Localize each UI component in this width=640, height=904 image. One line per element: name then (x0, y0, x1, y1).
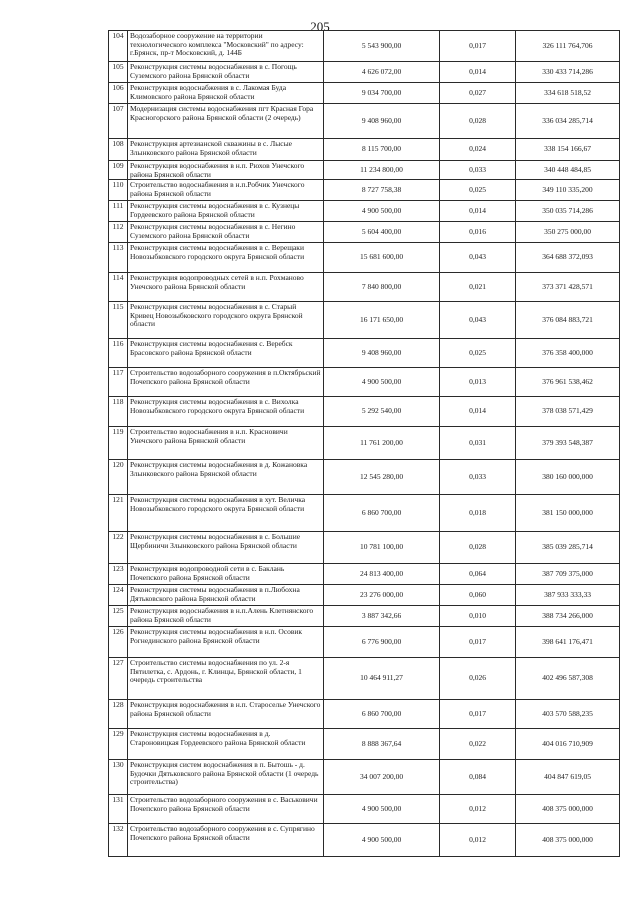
coefficient: 0,060 (440, 585, 516, 606)
table-row (109, 31, 620, 62)
project-cost: 4 900 500,00 (324, 201, 440, 222)
project-cost: 6 860 700,00 (324, 495, 440, 532)
row-number: 115 (109, 302, 128, 339)
project-cost: 4 900 500,00 (324, 795, 440, 824)
project-name: Реконструкция системы водоснабжения в хут. Величка Новозыбковского городского округа Брянской области (128, 495, 324, 532)
table-row (109, 104, 620, 139)
row-number: 117 (109, 368, 128, 397)
table-row (109, 201, 620, 222)
coefficient: 0,043 (440, 302, 516, 339)
table-row (109, 795, 620, 824)
row-number: 125 (109, 606, 128, 627)
calculated-total: 326 111 764,706 (516, 31, 620, 62)
table-row (109, 397, 620, 427)
coefficient: 0,014 (440, 201, 516, 222)
project-name: Реконструкция систем водоснабжения в п. Бытошь - д. Будочки Дятьковского района Брянской области (1 очередь строительства) (128, 760, 324, 795)
project-cost: 5 292 540,00 (324, 397, 440, 427)
table-row (109, 339, 620, 368)
project-cost: 4 900 500,00 (324, 824, 440, 857)
table-row (109, 427, 620, 460)
coefficient: 0,025 (440, 339, 516, 368)
coefficient: 0,043 (440, 243, 516, 273)
calculated-total: 373 371 428,571 (516, 273, 620, 302)
project-cost: 10 464 911,27 (324, 658, 440, 700)
row-number: 106 (109, 83, 128, 104)
row-number: 105 (109, 62, 128, 83)
table-row (109, 180, 620, 201)
project-name: Строительство водозаборного сооружения в п.Октябрьский Почепского района Брянской области (128, 368, 324, 397)
calculated-total: 364 688 372,093 (516, 243, 620, 273)
row-number: 127 (109, 658, 128, 700)
calculated-total: 379 393 548,387 (516, 427, 620, 460)
calculated-total: 404 847 619,05 (516, 760, 620, 795)
project-name: Реконструкция системы водоснабжения в с. Верещаки Новозыбковского городского округа Брянской области (128, 243, 324, 273)
calculated-total: 403 570 588,235 (516, 700, 620, 729)
calculated-total: 336 034 285,714 (516, 104, 620, 139)
table-row (109, 824, 620, 857)
project-cost: 8 888 367,64 (324, 729, 440, 760)
project-cost: 11 234 800,00 (324, 161, 440, 180)
coefficient: 0,017 (440, 31, 516, 62)
row-number: 120 (109, 460, 128, 495)
coefficient: 0,033 (440, 161, 516, 180)
project-name: Водозаборное сооружение на территории технологического комплекса "Московский" по адресу: г.Брянск, пр-т Московский, д. 144Б (128, 31, 324, 62)
coefficient: 0,010 (440, 606, 516, 627)
table-row (109, 627, 620, 658)
calculated-total: 340 448 484,85 (516, 161, 620, 180)
calculated-total: 404 016 710,909 (516, 729, 620, 760)
project-cost: 15 681 600,00 (324, 243, 440, 273)
calculated-total: 385 039 285,714 (516, 532, 620, 564)
table-row (109, 700, 620, 729)
table-row (109, 658, 620, 700)
project-name: Реконструкция водоснабжения в с. Лакомая Буда Климовского района Брянской области (128, 83, 324, 104)
row-number: 116 (109, 339, 128, 368)
row-number: 130 (109, 760, 128, 795)
project-cost: 6 776 900,00 (324, 627, 440, 658)
calculated-total: 376 961 538,462 (516, 368, 620, 397)
row-number: 110 (109, 180, 128, 201)
table-row (109, 585, 620, 606)
calculated-total: 350 035 714,286 (516, 201, 620, 222)
coefficient: 0,013 (440, 368, 516, 397)
row-number: 113 (109, 243, 128, 273)
calculated-total: 338 154 166,67 (516, 139, 620, 161)
row-number: 119 (109, 427, 128, 460)
row-number: 111 (109, 201, 128, 222)
project-name: Строительство водоснабжения в н.п. Красновичи Унечского района Брянской области (128, 427, 324, 460)
calculated-total: 381 150 000,000 (516, 495, 620, 532)
table-row (109, 83, 620, 104)
coefficient: 0,014 (440, 62, 516, 83)
table-row (109, 161, 620, 180)
project-cost: 10 781 100,00 (324, 532, 440, 564)
row-number: 112 (109, 222, 128, 243)
project-name: Реконструкция водопроводной сети в с. Баклань Почепского района Брянской области (128, 564, 324, 585)
project-cost: 8 115 700,00 (324, 139, 440, 161)
table-row (109, 62, 620, 83)
coefficient: 0,014 (440, 397, 516, 427)
project-name: Реконструкция системы водоснабжения в с. Погощь Суземского района Брянской области (128, 62, 324, 83)
table-row (109, 243, 620, 273)
calculated-total: 349 110 335,200 (516, 180, 620, 201)
coefficient: 0,012 (440, 795, 516, 824)
table-row (109, 495, 620, 532)
project-name: Реконструкция системы водоснабжения в с. Старый Кривец Новозыбковского городского округа Брянской области (128, 302, 324, 339)
project-cost: 4 900 500,00 (324, 368, 440, 397)
coefficient: 0,031 (440, 427, 516, 460)
project-name: Реконструкция системы водоснабжения в с. Вихолка Новозыбковского городского округа Брянской области (128, 397, 324, 427)
project-cost: 4 626 072,00 (324, 62, 440, 83)
project-name: Строительство водозаборного сооружения в с. Супрягино Почепского района Брянской области (128, 824, 324, 857)
row-number: 129 (109, 729, 128, 760)
calculated-total: 408 375 000,000 (516, 824, 620, 857)
row-number: 122 (109, 532, 128, 564)
calculated-total: 350 275 000,00 (516, 222, 620, 243)
coefficient: 0,017 (440, 627, 516, 658)
project-name: Реконструкция водоснабжения в н.п. Рюхов Унечского района Брянской области (128, 161, 324, 180)
project-name: Реконструкция системы водоснабжения в д. Кожановка Злынковского района Брянской области (128, 460, 324, 495)
project-name: Реконструкция водоснабжения в н.п.Алень Клетнянского района Брянской области (128, 606, 324, 627)
water-projects-table (108, 30, 620, 857)
row-number: 131 (109, 795, 128, 824)
project-name: Реконструкция системы водоснабжения в с. Негино Суземского района Брянской области (128, 222, 324, 243)
row-number: 118 (109, 397, 128, 427)
row-number: 108 (109, 139, 128, 161)
project-cost: 34 007 200,00 (324, 760, 440, 795)
calculated-total: 334 618 518,52 (516, 83, 620, 104)
calculated-total: 378 038 571,429 (516, 397, 620, 427)
project-cost: 16 171 650,00 (324, 302, 440, 339)
project-cost: 5 604 400,00 (324, 222, 440, 243)
coefficient: 0,033 (440, 460, 516, 495)
project-cost: 9 408 960,00 (324, 339, 440, 368)
row-number: 132 (109, 824, 128, 857)
project-name: Реконструкция водопроводных сетей в н.п. Рохманово Унечского района Брянской области (128, 273, 324, 302)
calculated-total: 376 084 883,721 (516, 302, 620, 339)
calculated-total: 376 358 400,000 (516, 339, 620, 368)
coefficient: 0,028 (440, 532, 516, 564)
project-name: Реконструкция системы водоснабжения в н.п. Осовик Рогнединского района Брянской области (128, 627, 324, 658)
table-row (109, 760, 620, 795)
coefficient: 0,017 (440, 700, 516, 729)
project-name: Реконструкция водоснабжения в н.п. Староселье Унечского района Брянской области (128, 700, 324, 729)
coefficient: 0,021 (440, 273, 516, 302)
project-name: Реконструкция системы водоснабжения в с. Большие Щербиничи Злынковского района Брянской области (128, 532, 324, 564)
project-name: Строительство водозаборного сооружения в с. Васьковичи Почепского района Брянской области (128, 795, 324, 824)
project-cost: 3 887 342,66 (324, 606, 440, 627)
table-row (109, 139, 620, 161)
row-number: 126 (109, 627, 128, 658)
coefficient: 0,022 (440, 729, 516, 760)
coefficient: 0,025 (440, 180, 516, 201)
row-number: 124 (109, 585, 128, 606)
row-number: 128 (109, 700, 128, 729)
project-cost: 11 761 200,00 (324, 427, 440, 460)
project-cost: 5 543 900,00 (324, 31, 440, 62)
calculated-total: 387 709 375,000 (516, 564, 620, 585)
page-number: 205 (310, 19, 330, 34)
row-number: 121 (109, 495, 128, 532)
calculated-total: 408 375 000,000 (516, 795, 620, 824)
table-row (109, 460, 620, 495)
project-cost: 23 276 000,00 (324, 585, 440, 606)
project-name: Строительство водоснабжения в н.п.Робчик Унечского района Брянской области (128, 180, 324, 201)
calculated-total: 380 160 000,000 (516, 460, 620, 495)
project-name: Реконструкция системы водоснабжения в с. Кузнецы Гордеевского района Брянской области (128, 201, 324, 222)
calculated-total: 398 641 176,471 (516, 627, 620, 658)
calculated-total: 388 734 266,000 (516, 606, 620, 627)
project-cost: 24 813 400,00 (324, 564, 440, 585)
row-number: 109 (109, 161, 128, 180)
table-row (109, 222, 620, 243)
table-row (109, 368, 620, 397)
project-cost: 8 727 758,38 (324, 180, 440, 201)
project-name: Реконструкция артезианской скважины в с. Лысые Злынковского района Брянской области (128, 139, 324, 161)
project-name: Реконструкция системы водоснабжения с. Веребск Брасовского района Брянской области (128, 339, 324, 368)
project-name: Реконструкция системы водоснабжения в п.Любохна Дятьковского района Брянской области (128, 585, 324, 606)
coefficient: 0,028 (440, 104, 516, 139)
calculated-total: 330 433 714,286 (516, 62, 620, 83)
table-row (109, 606, 620, 627)
coefficient: 0,027 (440, 83, 516, 104)
coefficient: 0,024 (440, 139, 516, 161)
coefficient: 0,064 (440, 564, 516, 585)
coefficient: 0,012 (440, 824, 516, 857)
row-number: 107 (109, 104, 128, 139)
row-number: 123 (109, 564, 128, 585)
project-cost: 9 034 700,00 (324, 83, 440, 104)
coefficient: 0,026 (440, 658, 516, 700)
coefficient: 0,084 (440, 760, 516, 795)
project-name: Модернизация системы водоснабжения пгт Красная Гора Красногорского района Брянской области (2 очередь) (128, 104, 324, 139)
project-name: Строительство системы водоснабжения по ул. 2-я Пятилетка, с. Ардонь, г. Клинцы, Брянской области, 1 очередь строительства (128, 658, 324, 700)
table-row (109, 302, 620, 339)
coefficient: 0,016 (440, 222, 516, 243)
project-cost: 6 860 700,00 (324, 700, 440, 729)
project-cost: 7 840 800,00 (324, 273, 440, 302)
table-row (109, 729, 620, 760)
table-row (109, 564, 620, 585)
row-number: 114 (109, 273, 128, 302)
table-row (109, 532, 620, 564)
table-row (109, 273, 620, 302)
calculated-total: 402 496 587,308 (516, 658, 620, 700)
coefficient: 0,018 (440, 495, 516, 532)
project-cost: 12 545 280,00 (324, 460, 440, 495)
calculated-total: 387 933 333,33 (516, 585, 620, 606)
row-number: 104 (109, 31, 128, 62)
project-cost: 9 408 960,00 (324, 104, 440, 139)
project-name: Реконструкция системы водоснабжения в д. Староновицкая Гордеевского района Брянской области (128, 729, 324, 760)
